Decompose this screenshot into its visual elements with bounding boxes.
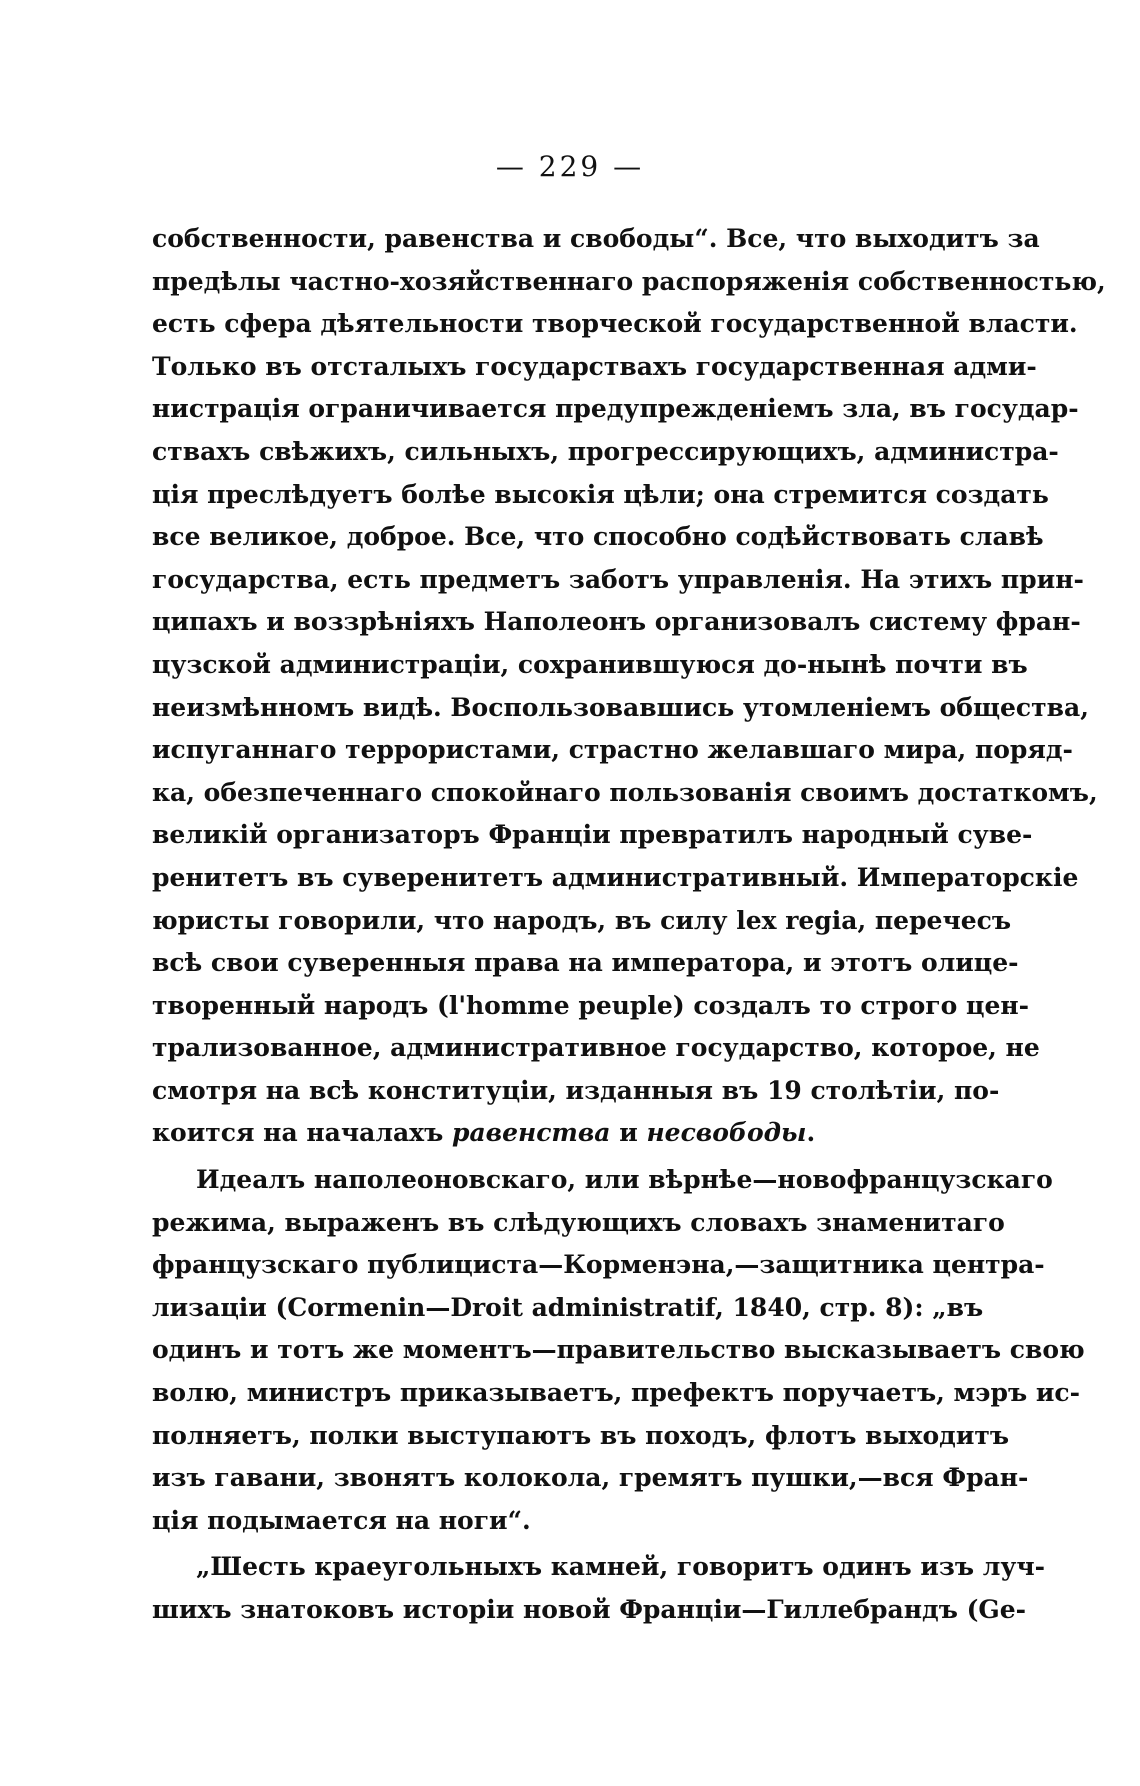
text-run: и (610, 1118, 647, 1148)
text-line: Идеалъ наполеоновскаго, или вѣрнѣе—новофранцузскаго (196, 1165, 1053, 1195)
text-line: собственности, равенства и свободы“. Все, что выходитъ за (152, 224, 1040, 253)
text-line: цузской администраціи, сохранившуюся до-нынѣ почти въ (152, 649, 1028, 679)
text-run: . (806, 1118, 816, 1148)
text-line: великій организаторъ Франціи превратилъ народный суве- (152, 820, 1033, 850)
text-line: лизаціи (Cormenin—Droit administratif, 1840, стр. 8): „въ (152, 1292, 984, 1322)
text-line: все великое, доброе. Все, что способно содѣйствовать славѣ (152, 522, 1044, 552)
text-line: нистрація ограничивается предупрежденіемъ зла, въ государ- (152, 394, 1079, 424)
body-text (152, 218, 1106, 1632)
paragraph (152, 1546, 1046, 1631)
text-line: ствахъ свѣжихъ, сильныхъ, прогрессирующихъ, администра- (152, 436, 1059, 466)
text-line: есть сфера дѣятельности творческой государственной власти. (152, 309, 1078, 339)
text-line: трализованное, административное государство, которое, не (152, 1033, 1040, 1063)
text-line: ція подымается на ноги“. (152, 1505, 531, 1535)
text-line: „Шесть краеугольныхъ камней, говоритъ одинъ изъ луч- (196, 1552, 1046, 1582)
text-line: ципахъ и воззрѣніяхъ Наполеонъ организовалъ систему фран- (152, 607, 1081, 637)
text-line: ка, обезпеченнаго спокойнаго пользованія своимъ достаткомъ, (152, 777, 1098, 807)
text-line: полняетъ, полки выступаютъ въ походъ, флотъ выходитъ (152, 1420, 1010, 1450)
text-run: коится на началахъ (152, 1118, 452, 1148)
text-line: неизмѣнномъ видѣ. Воспользовавшись утомленіемъ общества, (152, 692, 1089, 722)
emphasis-text: равенства (451, 1118, 611, 1148)
text-line (152, 1112, 960, 1155)
text-line: предѣлы частно-хозяйственнаго распоряженія собственностью, (152, 266, 1106, 296)
text-line: ренитетъ въ суверенитетъ административный. Императорскіе (152, 862, 1079, 892)
text-line: государства, есть предметъ заботъ управленія. На этихъ прин- (152, 564, 1084, 594)
text-line: французскаго публициста—Корменэна,—защитника центра- (152, 1250, 1045, 1280)
text-line: испуганнаго террористами, страстно желавшаго мира, поряд- (152, 735, 1073, 765)
text-line: режима, выраженъ въ слѣдующихъ словахъ знаменитаго (152, 1207, 1005, 1237)
text-line: шихъ знатоковъ исторіи новой Франціи—Гиллебрандъ (Ge- (152, 1595, 1027, 1624)
paragraph (152, 218, 1106, 1155)
text-line: всѣ свои суверенныя права на императора, и этотъ олице- (152, 948, 1019, 978)
text-line: Только въ отсталыхъ государствахъ государственная адми- (152, 351, 1037, 381)
text-line: одинъ и тотъ же моментъ—правительство высказываетъ свою (152, 1335, 1085, 1365)
page-number: — 229 — (495, 150, 645, 183)
text-line: изъ гавани, звонятъ колокола, гремятъ пушки,—вся Фран- (152, 1463, 1029, 1493)
emphasis-text: несвободы (646, 1118, 807, 1148)
text-line: смотря на всѣ конституціи, изданныя въ 19 столѣтіи, по- (152, 1075, 1000, 1105)
text-line: волю, министръ приказываетъ, префектъ поручаетъ, мэръ ис- (152, 1378, 1080, 1408)
text-line: ція преслѣдуетъ болѣе высокія цѣли; она стремится создать (152, 479, 1049, 509)
paragraph (152, 1159, 1085, 1542)
text-line: юристы говорили, что народъ, въ силу lex regia, перечесъ (152, 905, 1012, 935)
text-line: творенный народъ (l'homme peuple) создалъ то строго цен- (152, 990, 1030, 1020)
